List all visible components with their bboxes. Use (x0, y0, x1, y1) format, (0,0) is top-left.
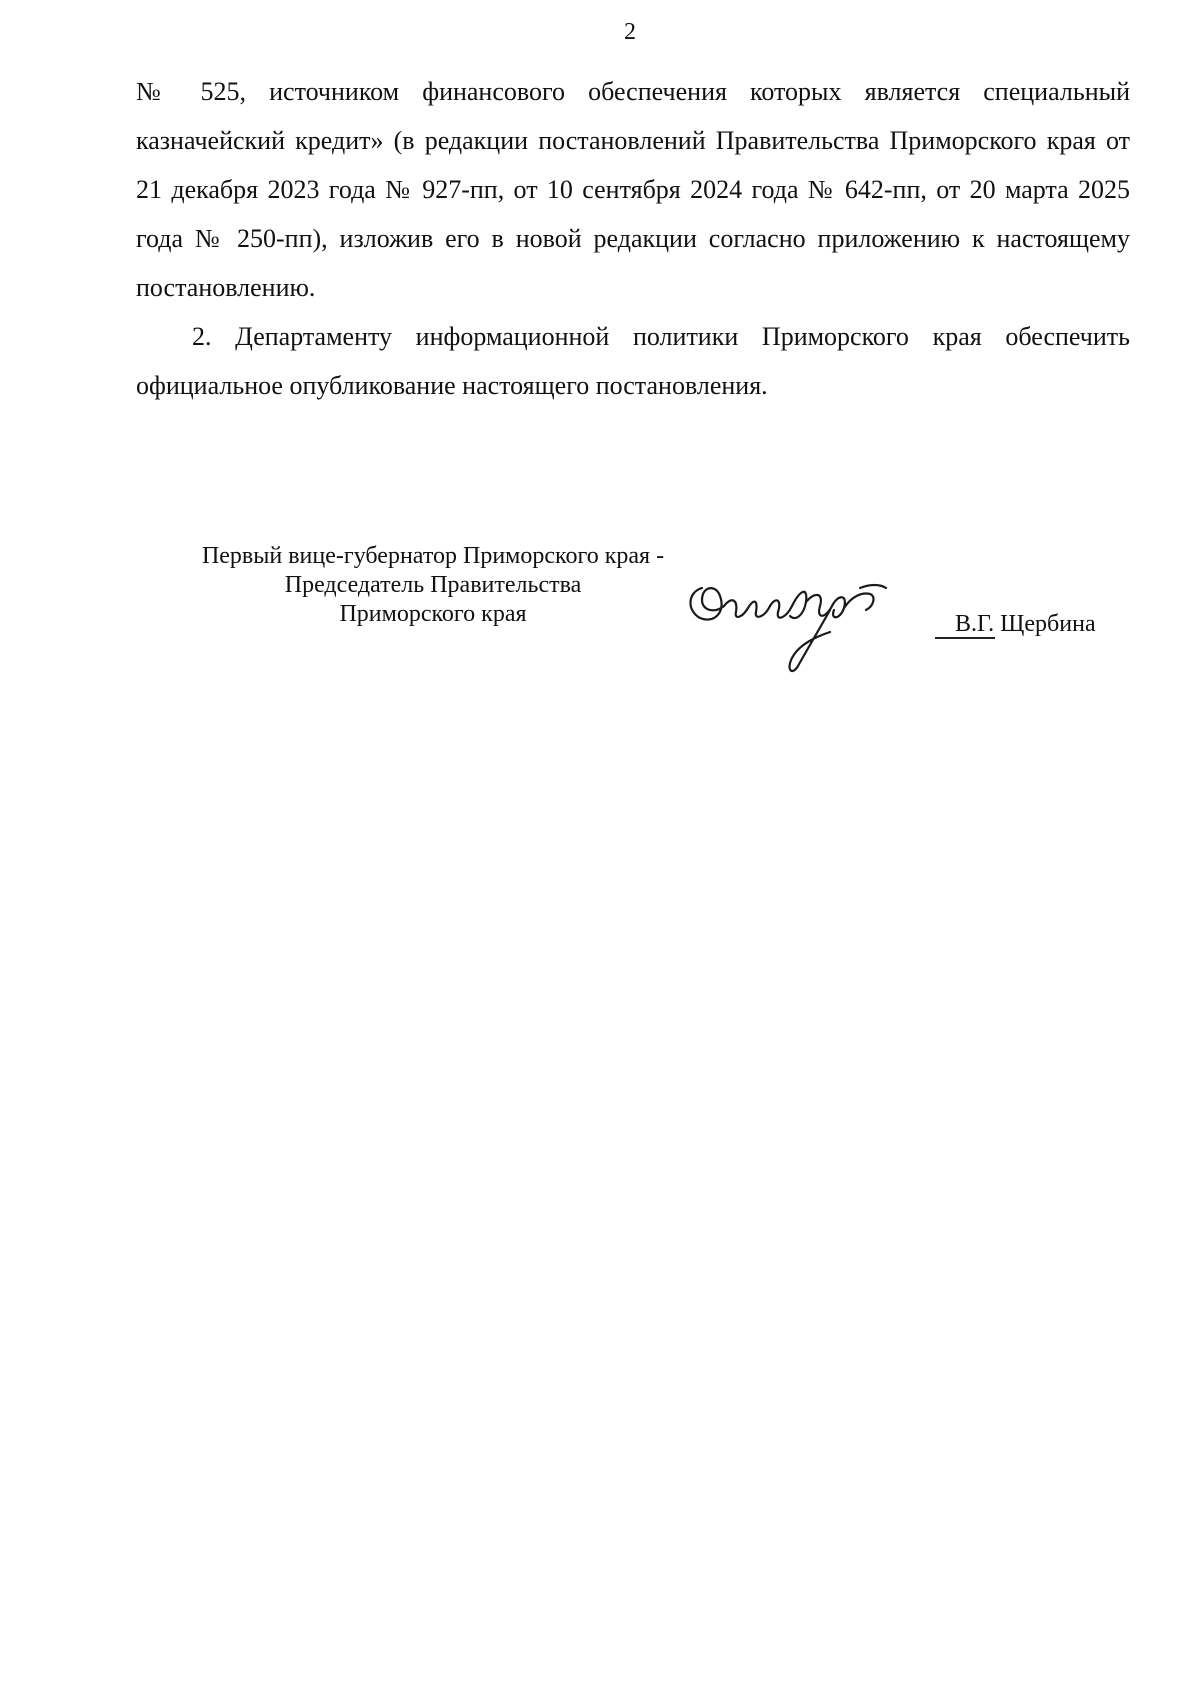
paragraph-2: 2. Департаменту информационной политики Приморского края обеспечить официальное опубликование настоящего постановления. (136, 322, 1130, 400)
signatory-title-line-1: Первый вице-губернатор Приморского края - (201, 543, 665, 569)
paragraph-1: № 525, источником финансового обеспечения которых является специальный казначейский кредит» (в редакции постановлений Правительства Приморского края от 21 декабря 2023 года № 927-пп, от 10 сентября 2024 года № 642-пп, от 20 марта 2025 года № 250-пп), изложив его в новой редакции согласно приложению к настоящему постановлению. (136, 77, 1130, 302)
page-number: 2 (624, 19, 636, 45)
signer-name: В.Г. Щербина (955, 611, 1096, 637)
signatory-title-line-2: Председатель Правительства (284, 572, 582, 598)
handwritten-signature (680, 566, 940, 678)
signatory-title-block (136, 542, 730, 629)
document-body (136, 67, 1130, 410)
signatory-title-line-3: Приморского края (339, 601, 527, 627)
